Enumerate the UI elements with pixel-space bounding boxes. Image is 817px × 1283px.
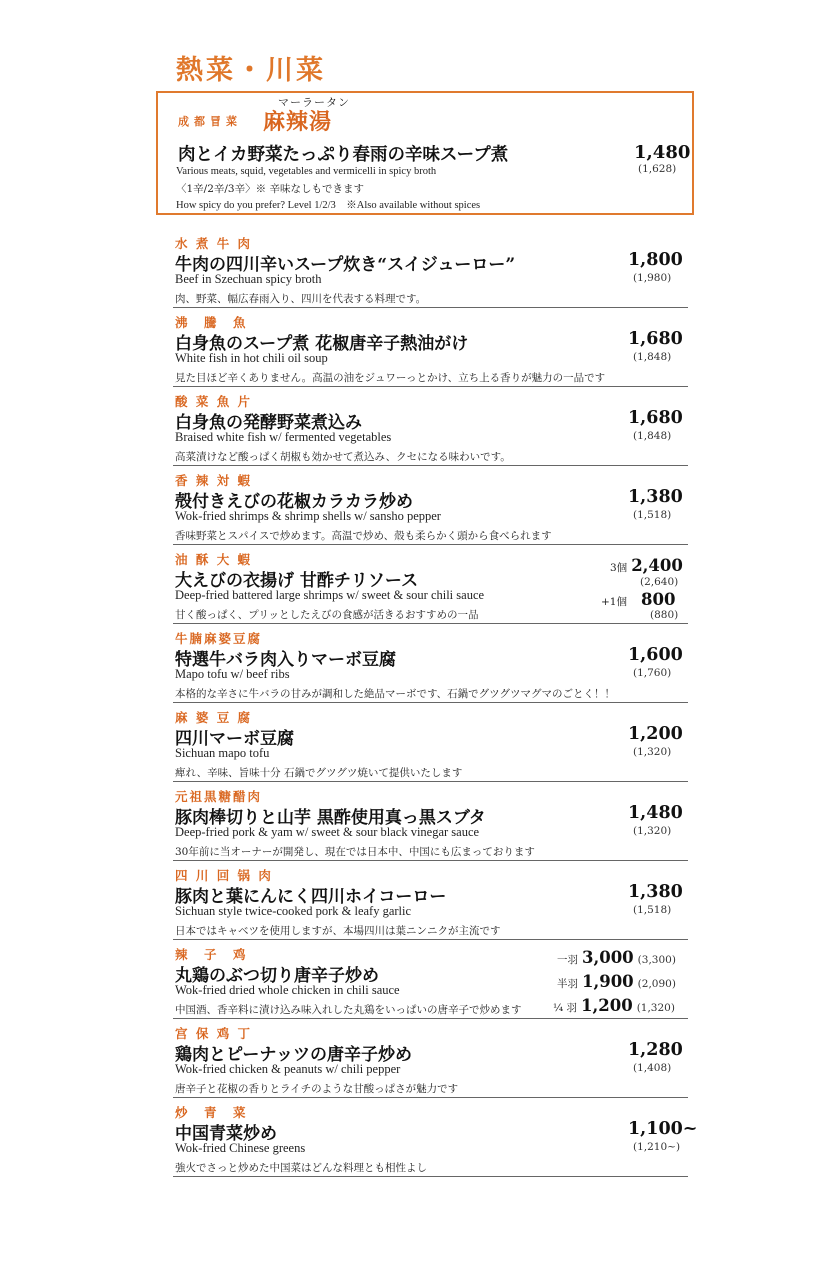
item-price: 1,380 xyxy=(628,487,683,507)
item-price: 1,680 xyxy=(628,329,683,349)
item-english-name: Mapo tofu w/ beef ribs xyxy=(175,667,290,681)
menu-item xyxy=(173,234,688,308)
item-price: 1,100~ xyxy=(628,1119,698,1139)
item-english-name: Wok-fried chicken & peanuts w/ chili pepper xyxy=(175,1062,401,1076)
item-price: 1,380 xyxy=(628,882,683,902)
item-price-tax: (1,518) xyxy=(633,904,672,916)
item-japanese-name: 豚肉と葉にんにく四川ホイコーロー xyxy=(175,887,447,907)
item-chinese-name: 水 煮 牛 肉 xyxy=(175,236,253,251)
item-description: 高菜漬けなど酸っぱく胡椒も効かせて煮込み、クセになる味わいです。 xyxy=(175,451,511,463)
variant-price: 1,200 xyxy=(581,996,633,1015)
menu-item xyxy=(173,866,688,940)
item-description: 香味野菜とスパイスで炒めます。高温で炒め、殻も柔らかく頭から食べられます xyxy=(175,530,552,542)
variant-price-tax: (1,320) xyxy=(636,1002,675,1014)
featured-dish-box xyxy=(156,91,694,215)
item-english-name: Wok-fried Chinese greens xyxy=(175,1141,306,1155)
feature-price-tax: (1,628) xyxy=(638,163,677,175)
item-japanese-name: 四川マーボ豆腐 xyxy=(175,729,294,749)
item-japanese-name: 特選牛バラ肉入りマーボ豆腐 xyxy=(175,650,396,670)
item-english-name: Deep-fried pork & yam w/ sweet & sour black vinegar sauce xyxy=(175,825,480,839)
item-description: 痺れ、辛味、旨味十分 石鍋でグツグツ焼いて提供いたします xyxy=(175,767,463,779)
variant-price: 1,900 xyxy=(582,972,634,991)
item-description: 肉、野菜、幅広春雨入り、四川を代表する料理です。 xyxy=(175,293,427,305)
menu-item xyxy=(173,629,688,703)
feature-english: Various meats, squid, vegetables and vermicelli in spicy broth xyxy=(176,166,437,177)
variant-price: 3,000 xyxy=(582,948,634,967)
menu-item xyxy=(173,787,688,861)
item-chinese-name: 辣 子 鸡 xyxy=(175,947,248,962)
item-japanese-name: 鶏肉とピーナッツの唐辛子炒め xyxy=(175,1045,412,1065)
section-title: 熱菜・川菜 xyxy=(176,55,326,86)
feature-title: 肉とイカ野菜たっぷり春雨の辛味スープ煮 xyxy=(178,145,509,165)
menu-item xyxy=(173,1103,698,1177)
variant-price-tax: (880) xyxy=(650,609,679,621)
variant-label: 一羽 xyxy=(557,954,578,966)
item-english-name: Deep-fried battered large shrimps w/ sweet & sour chili sauce xyxy=(175,588,485,602)
item-chinese-name: 四 川 回 锅 肉 xyxy=(175,868,273,883)
price-variant xyxy=(601,590,675,609)
item-price: 1,480 xyxy=(628,803,683,823)
item-chinese-name: 酸 菜 魚 片 xyxy=(175,394,253,409)
item-price-tax: (1,518) xyxy=(633,509,672,521)
item-japanese-name: 中国青菜炒め xyxy=(175,1124,277,1144)
price-variant xyxy=(553,996,675,1015)
variant-price: 2,400 xyxy=(631,556,683,575)
variant-label: ¼ 羽 xyxy=(553,1002,578,1014)
variant-price-tax: (2,090) xyxy=(637,978,676,990)
item-chinese-name: 油 酥 大 蝦 xyxy=(175,552,253,567)
item-chinese-name: 沸 騰 魚 xyxy=(175,315,248,330)
feature-spice-jp: 〈1辛/2辛/3辛〉※ 辛味なしもできます xyxy=(176,183,364,195)
item-price-tax: (1,320) xyxy=(633,746,672,758)
item-price: 1,200 xyxy=(628,724,683,744)
item-english-name: Wok-fried shrimps & shrimp shells w/ sansho pepper xyxy=(175,509,441,523)
item-price: 1,280 xyxy=(628,1040,683,1060)
item-description: 30年前に当オーナーが開発し、現在では日本中、中国にも広まっております xyxy=(175,846,535,858)
item-description: 強火でさっと炒めた中国菜はどんな料理とも相性よし xyxy=(175,1162,427,1174)
variant-label: 3個 xyxy=(610,562,628,574)
item-japanese-name: 牛肉の四川辛いスープ炊き“スイジューロー” xyxy=(175,255,516,275)
item-english-name: Sichuan style twice-cooked pork & leafy garlic xyxy=(175,904,412,918)
menu-item xyxy=(173,550,688,624)
item-japanese-name: 豚肉棒切りと山芋 黒酢使用真っ黒スブタ xyxy=(175,808,486,828)
feature-price: 1,480 xyxy=(634,142,691,163)
item-chinese-name: 元祖黒糖醋肉 xyxy=(175,789,263,804)
item-price-tax: (1,320) xyxy=(633,825,672,837)
item-chinese-name: 宫 保 鸡 丁 xyxy=(175,1026,253,1041)
item-english-name: White fish in hot chili oil soup xyxy=(175,351,328,365)
menu-item xyxy=(173,392,688,466)
menu-item xyxy=(173,313,688,387)
item-chinese-name: 炒 青 菜 xyxy=(175,1105,248,1120)
item-description: 見た目ほど辛くありません。高温の油をジュワーっとかけ、立ち上る香りが魅力の一品です xyxy=(175,372,606,384)
item-description: 日本ではキャベツを使用しますが、本場四川は葉ニンニクが主流です xyxy=(175,925,501,937)
variant-price: 800 xyxy=(640,590,676,609)
item-description: 中国酒、香辛料に漬け込み味入れした丸鶏をいっぱいの唐辛子で炒めます xyxy=(175,1004,522,1016)
variant-label: 半羽 xyxy=(557,978,578,990)
item-price-tax: (1,210~) xyxy=(633,1141,681,1153)
menu-item xyxy=(173,945,688,1019)
variant-label: +1個 xyxy=(601,596,627,608)
item-description: 本格的な辛さに牛バラの甘みが調和した絶品マーボです、石鍋でグツグツマグマのごとく！！ xyxy=(175,688,616,700)
item-english-name: Sichuan mapo tofu xyxy=(175,746,270,760)
item-price-tax: (1,848) xyxy=(633,430,672,442)
feature-tag-big: 麻辣湯 xyxy=(263,109,333,135)
item-japanese-name: 白身魚の発酵野菜煮込み xyxy=(175,413,362,433)
item-japanese-name: 丸鶏のぶつ切り唐辛子炒め xyxy=(175,966,379,986)
item-price-tax: (1,760) xyxy=(633,667,672,679)
item-japanese-name: 殻付きえびの花椒カラカラ炒め xyxy=(175,492,413,512)
item-english-name: Braised white fish w/ fermented vegetables xyxy=(175,430,392,444)
item-japanese-name: 白身魚のスープ煮 花椒唐辛子熱油がけ xyxy=(175,334,469,354)
item-description: 甘く酸っぱく、プリッとしたえびの食感が活きるおすすめの一品 xyxy=(175,609,479,621)
variant-price-tax: (3,300) xyxy=(637,954,676,966)
variant-price-tax: (2,640) xyxy=(640,576,679,588)
item-chinese-name: 麻 婆 豆 腐 xyxy=(175,710,253,725)
item-price: 1,600 xyxy=(628,645,683,665)
item-description: 唐辛子と花椒の香りとライチのような甘酸っぱさが魅力です xyxy=(175,1083,459,1095)
feature-spice-en: How spicy do you prefer? Level 1/2/3 ※Also available without spices xyxy=(176,200,481,211)
item-price: 1,680 xyxy=(628,408,683,428)
price-variant xyxy=(557,948,676,967)
item-japanese-name: 大えびの衣揚げ 甘酢チリソース xyxy=(175,571,419,591)
menu-item xyxy=(173,1024,688,1098)
menu-item xyxy=(173,471,688,545)
item-price-tax: (1,980) xyxy=(633,272,672,284)
feature-tag-small: 成都冒菜 xyxy=(178,115,242,128)
item-price-tax: (1,408) xyxy=(633,1062,672,1074)
item-english-name: Wok-fried dried whole chicken in chili sauce xyxy=(175,983,400,997)
price-variant xyxy=(610,556,683,575)
price-variant xyxy=(557,972,676,991)
item-english-name: Beef in Szechuan spicy broth xyxy=(175,272,322,286)
feature-ruby: マーラータン xyxy=(278,96,350,109)
item-chinese-name: 牛腩麻婆豆腐 xyxy=(175,631,263,646)
item-price: 1,800 xyxy=(628,250,683,270)
menu-item xyxy=(173,708,688,782)
item-chinese-name: 香 辣 対 蝦 xyxy=(175,473,253,488)
item-price-tax: (1,848) xyxy=(633,351,672,363)
